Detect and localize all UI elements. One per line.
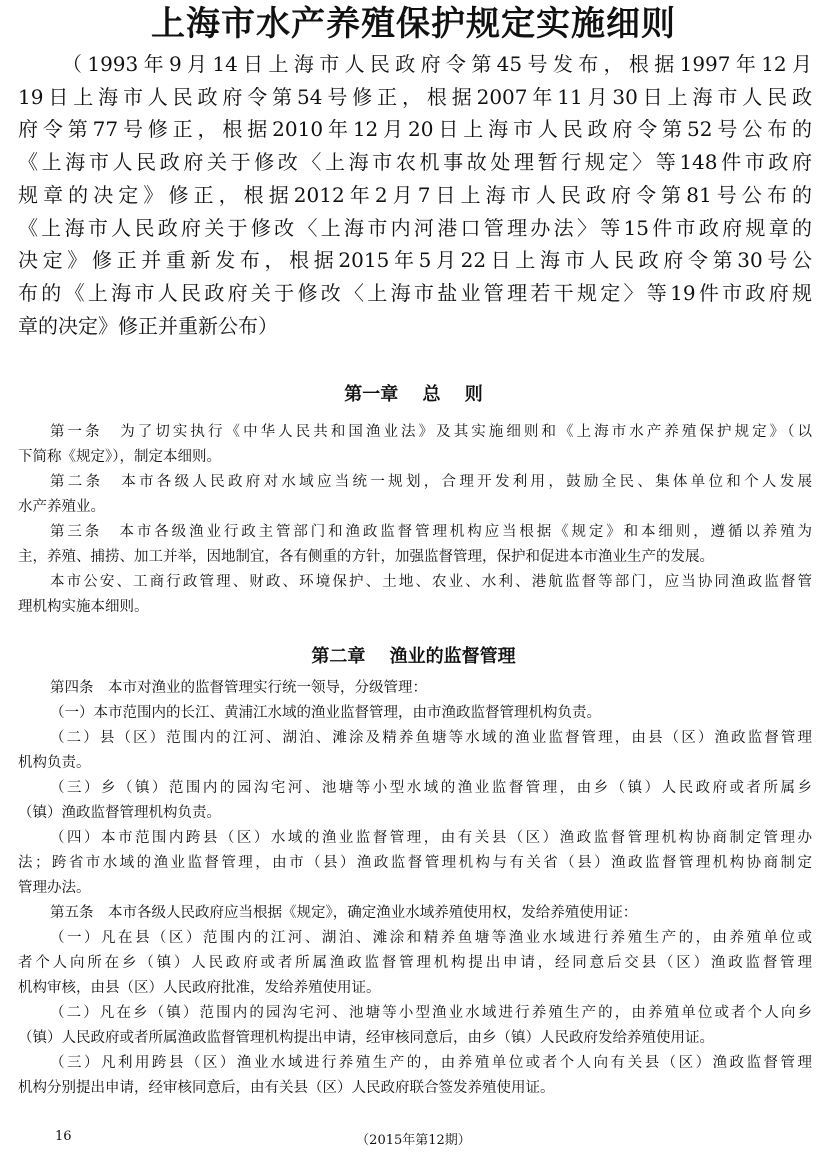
page-number: 16 xyxy=(55,1129,72,1144)
text-line: （二）凡在乡（镇）范围内的园沟宅河、池塘等小型渔业水域进行养殖生产的，由养殖单位或者个人向乡 xyxy=(50,1005,812,1021)
text-line: 机构审核，由县（区）人民政府批准，发给养殖使用证。 xyxy=(18,980,381,996)
text-line: 本市公安、工商行政管理、财政、环境保护、土地、农业、水利、港航监督等部门，应当协同渔政监督管 xyxy=(50,574,812,590)
text-line: 水产养殖业。 xyxy=(18,499,105,515)
text-line: 第四条 本市对渔业的监督管理实行统一领导，分级管理： xyxy=(50,680,427,696)
chapter-1-body xyxy=(18,420,812,620)
text-line: （三）乡（镇）范围内的园沟宅河、池塘等小型水域的渔业监督管理，由乡（镇）人民政府或者所属乡 xyxy=(50,780,812,796)
text-line: 第三条 本市各级渔业行政主管部门和渔政监督管理机构应当根据《规定》和本细则，遵循以养殖为 xyxy=(50,524,812,540)
chapter-2-body xyxy=(18,676,812,1101)
text-line: 第二条 本市各级人民政府对水域应当统一规划，合理开发利用，鼓励全民、集体单位和个人发展 xyxy=(50,474,812,490)
text-line: 第一条 为了切实执行《中华人民共和国渔业法》及其实施细则和《上海市水产养殖保护规定》（以 xyxy=(50,424,812,440)
text-line: 管理办法。 xyxy=(18,880,91,896)
text-line: 第五条 本市各级人民政府应当根据《规定》，确定渔业水域养殖使用权，发给养殖使用证： xyxy=(50,905,638,921)
text-line: 理机构实施本细则。 xyxy=(18,599,149,615)
text-line: 《上海市人民政府关于修改〈上海市内河港口管理办法〉等15件市政府规章的 xyxy=(18,215,812,240)
text-line: 府令第77号修正，根据2010年12月20日上海市人民政府令第52号公布的 xyxy=(18,117,812,142)
promulgation-note xyxy=(18,48,812,342)
text-line: 布的《上海市人民政府关于修改〈上海市盐业管理若干规定〉等19件市政府规 xyxy=(18,280,812,305)
document-title: 上海市水产养殖保护规定实施细则 xyxy=(151,4,676,44)
text-line: （镇）渔政监督管理机构负责。 xyxy=(18,805,221,821)
text-line: （1993年9月14日上海市人民政府令第45号发布，根据1997年12月 xyxy=(62,52,812,76)
text-line: （二）县（区）范围内的江河、湖泊、滩涂及精养鱼塘等水域的渔业监督管理，由县（区）渔政监督管理 xyxy=(50,730,812,746)
text-line: 下简称《规定》），制定本细则。 xyxy=(18,449,221,465)
text-line: （四）本市范围内跨县（区）水域的渔业监督管理，由有关县（区）渔政监督管理机构协商制定管理办 xyxy=(50,830,812,846)
chapter-1-heading: 第一章 总 则 xyxy=(344,384,483,405)
text-line: 章的决定》修正并重新公布） xyxy=(18,313,278,338)
text-line: 19日上海市人民政府令第54号修正，根据2007年11月30日上海市人民政 xyxy=(18,84,812,109)
text-line: 《上海市人民政府关于修改〈上海市农机事故处理暂行规定〉等148件市政府 xyxy=(18,150,812,175)
text-line: 者个人向所在乡（镇）人民政府或者所属渔政监督管理机构提出申请，经同意后交县（区）渔政监督管理 xyxy=(18,955,812,971)
text-line: 决定》修正并重新发布，根据2015年5月22日上海市人民政府令第30号公 xyxy=(18,248,812,273)
text-line: （一）凡在县（区）范围内的江河、湖泊、滩涂和精养鱼塘等渔业水域进行养殖生产的，由养殖单位或 xyxy=(50,930,812,946)
text-line: 规章的决定》修正，根据2012年2月7日上海市人民政府令第81号公布的 xyxy=(18,182,812,207)
chapter-2-heading: 第二章 渔业的监督管理 xyxy=(311,646,516,667)
text-line: 机构分别提出申请，经审核同意后，由有关县（区）人民政府联合签发养殖使用证。 xyxy=(18,1080,555,1096)
text-line: （镇）人民政府或者所属渔政监督管理机构提出申请，经审核同意后，由乡（镇）人民政府发给养殖使用证。 xyxy=(18,1030,714,1046)
text-line: 法；跨省市水域的渔业监督管理，由市（县）渔政监督管理机构与有关省（县）渔政监督管理机构协商制定 xyxy=(18,855,812,871)
issue-label: （2015年第12期） xyxy=(356,1133,471,1148)
text-line: 主，养殖、捕捞、加工并举，因地制宜，各有侧重的方针，加强监督管理，保护和促进本市渔业生产的发展。 xyxy=(18,549,714,565)
text-line: （三）凡利用跨县（区）渔业水域进行养殖生产的，由养殖单位或者个人向有关县（区）渔政监督管理 xyxy=(50,1055,812,1071)
text-line: （一）本市范围内的长江、黄浦江水域的渔业监督管理，由市渔政监督管理机构负责。 xyxy=(50,705,601,721)
text-line: 机构负责。 xyxy=(18,755,91,771)
